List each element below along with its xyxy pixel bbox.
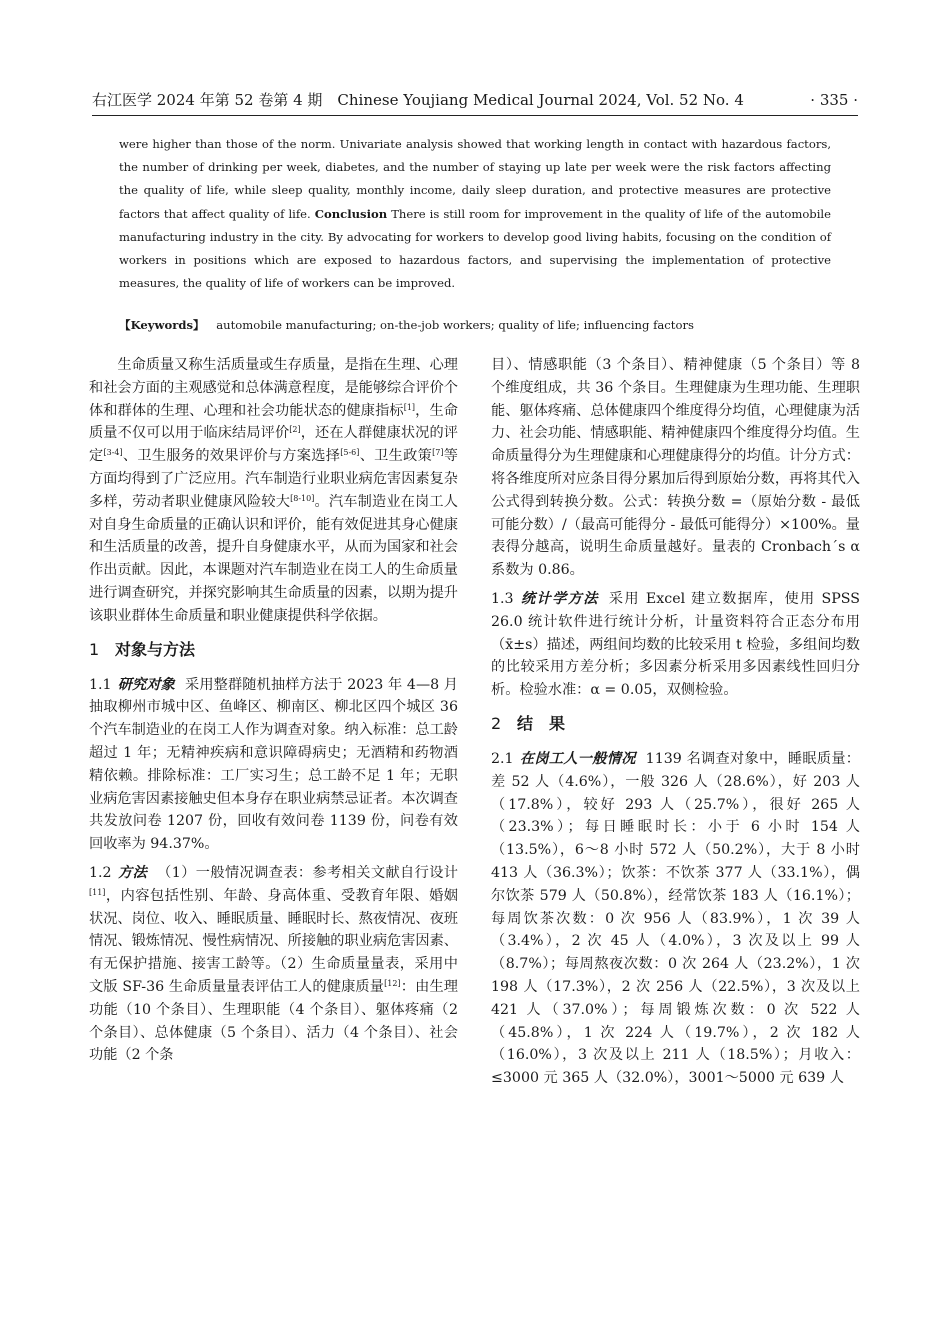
abstract-conclusion-text: There is still room for improvement in the quality of life of the automobile manufacturing industry in the city. By advocating for workers to develop good living habits, focusing on the condition of workers in positions which are exposed to hazardous factors, and supervising the implementation of protective measures, the quality of life of workers can be improved. [119, 206, 831, 291]
citation: [11] [89, 887, 106, 897]
section-heading-2 [491, 713, 860, 735]
conclusion-label: Conclusion [314, 206, 388, 221]
page-number: · 335 · [810, 91, 858, 109]
keywords [119, 314, 831, 336]
right-column [491, 354, 860, 1090]
citation: [2] [289, 425, 301, 435]
section-title: 结 果 [517, 713, 566, 733]
citation: [7] [432, 448, 444, 458]
left-column [89, 354, 458, 1067]
subsection-2-1: 2.1 在岗工人一般情况 1139 名调查对象中，睡眠质量：差 52 人（4.6%），一般 326 人（28.6%），好 203 人（17.8%），较好 293 人（25.7%），很好 265 人（23.3%）；每日睡眠时长：小于 6 小时 154 人（13.5%），6～8 小时 572 人（50.2%），大于 8 小时 413 人（36.3%）；饮茶：不饮茶 377 人（33.1%），偶尔饮茶 579 人（50.8%），经常饮茶 183 人（16.1%）；每周饮茶次数：0 次 956 人（83.9%），1 次 39 人（3.4%），2 次 45 人（4.0%），3 次及以上 99 人（8.7%）；每周熬夜次数：0 次 264 人（23.2%），1 次 198 人（17.3%），2 次 256 人（22.5%），3 次及以上 421 人（37.0%）；每周锻炼次数：0 次 522 人（45.8%），1 次 224 人（19.7%），2 次 182 人（16.0%），3 次及以上 211 人（18.5%）；月收入：≤3000 元 365 人（32.0%），3001～5000 元 639 人 [491, 750, 860, 1087]
subsection-1-1: 1.1 研究对象 采用整群随机抽样方法于 2023 年 4—8 月抽取柳州市城中区、鱼峰区、柳南区、柳北区四个城区 36 个汽车制造业的在岗工人作为调查对象。纳入标准：总工龄超过 1 年；无精神疾病和意识障碍病史；无酒精和药物酒精依赖。排除标准：工厂实习生；总工龄不足 1 年；无职业病危害因素接触史但本身存在职业病禁忌证者。本次调查共发放问卷 1207 份，回收有效问卷 1139 份，问卷有效回收率为 94.37%。 [89, 676, 458, 853]
header-rule [92, 115, 858, 116]
citation: [8-10] [290, 493, 315, 503]
citation: [1] [403, 402, 416, 412]
subsection-label: 研究对象 [117, 676, 176, 693]
english-abstract [119, 133, 831, 295]
abstract-results-text: were higher than those of the norm. Univariate analysis showed that working length in contact with hazardous factors, the number of drinking per week, diabetes, and the number of staying up late per week were the risk factors affecting the quality of life, while sleep quality, monthly income, daily sleep duration, and protective measures are protective factors that affect quality of life. [119, 137, 831, 221]
subsection-1-2-continued: 目）、情感职能（3 个条目）、精神健康（5 个条目）等 8 个维度组成，共 36 个条目。生理健康为生理功能、生理职能、躯体疼痛、总体健康四个维度得分均值，心理健康为活力、社会功能、情感职能、精神健康四个维度得分均值。生命质量得分为生理健康和心理健康得分的均值。计分方式：将各维度所对应条目得分累加后得到原始分数，再将其代入公式得到转换分数。公式：转换分数 =（原始分数 - 最低可能分数）/（最高可能得分 - 最低可能得分）×100%。量表得分越高，说明生命质量越好。量表的 Cronbach´s α 系数为 0.86。 [491, 357, 860, 579]
subsection-1-2: 1.2 方法 （1）一般情况调查表：参考相关文献自行设计[11]，内容包括性别、年龄、身高体重、受教育年限、婚姻状况、岗位、收入、睡眠质量、睡眠时长、熬夜情况、夜班情况、锻炼情况、慢性病情况、所接触的职业病危害因素、有无保护措施、接害工龄等。（2）生命质量量表，采用中文版 SF-36 生命质量量表评估工人的健康质量[12]：由生理功能（10 个条目）、生理职能（4 个条目）、躯体疼痛（2 个条目）、总体健康（5 个条目）、活力（4 个条目）、社会功能（2 个条 [89, 864, 458, 1064]
keywords-text: automobile manufacturing; on-the-job workers; quality of life; influencing factors [216, 318, 694, 332]
running-header [92, 88, 858, 112]
section-title: 对象与方法 [115, 639, 196, 659]
journal-title: 右江医学 2024 年第 52 卷第 4 期 Chinese Youjiang Medical Journal 2024, Vol. 52 No. 4 [92, 91, 744, 109]
citation: [12] [384, 978, 401, 988]
section-number: 1 [89, 639, 100, 659]
intro-paragraph: 生命质量又称生活质量或生存质量，是指在生理、心理和社会方面的主观感觉和总体满意程度，是能够综合评价个体和群体的生理、心理和社会功能状态的健康指标[1]，生命质量不仅可以用于临床结局评价[2]，还在人群健康状况的评定[3-4]、卫生服务的效果评价与方案选择[5-6]、卫生政策[7]等方面均得到了广泛应用。汽车制造行业职业病危害因素复杂多样，劳动者职业健康风险较大[8-10]。汽车制造业在岗工人对自身生命质量的正确认识和评价，能有效促进其身心健康和生活质量的改善，提升自身健康水平，从而为国家和社会作出贡献。因此，本课题对汽车制造业在岗工人的生命质量进行调查研究，并探究影响其生命质量的因素，以期为提升该职业群体生命质量和职业健康提供科学依据。 [89, 357, 458, 624]
citation: [3-4] [103, 448, 123, 458]
subsection-label: 在岗工人一般情况 [519, 750, 636, 767]
section-number: 2 [491, 713, 502, 733]
section-heading-1 [89, 639, 458, 661]
keywords-label: 【Keywords】 [119, 318, 205, 332]
subsection-label: 方法 [117, 864, 148, 881]
subsection-1-3: 1.3 统计学方法 采用 Excel 建立数据库，使用 SPSS 26.0 统计软件进行统计分析，计量资料符合正态分布用（x̄±s）描述，两组间均数的比较采用 t 检验，多组间均数的比较采用方差分析；多因素分析采用多因素线性回归分析。检验水准：α = 0.05，双侧检验。 [491, 590, 860, 699]
subsection-label: 统计学方法 [519, 590, 599, 607]
citation: [5-6] [340, 448, 360, 458]
